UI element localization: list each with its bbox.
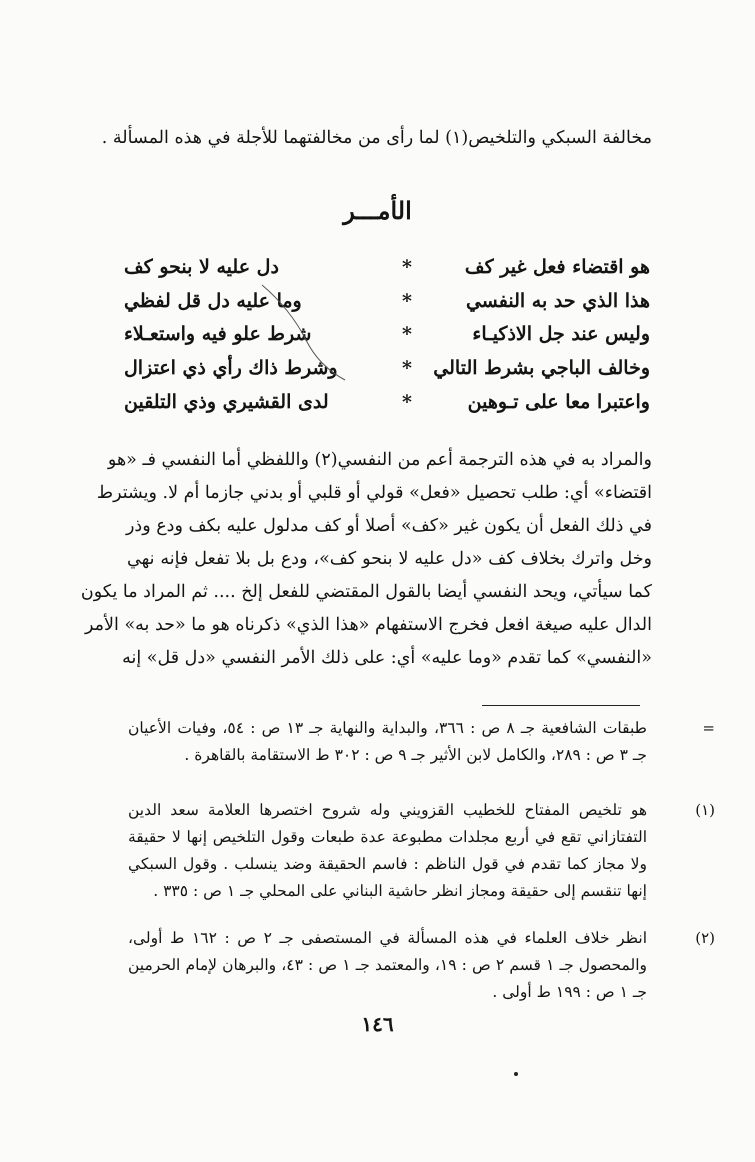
footnote-separator [482,705,640,706]
footnote-text: هو تلخيص المفتاح للخطيب القزويني وله شروح اختصرها العلامة سعد الدين التفتازاني تقع في أربع مجلدات مطبوعة عدة طبعات وقول التلخيص إنها لا حقيقة ولا مجاز كما تقدم في قول الناظم : فاسم الحقيقة وضد ينسلب . وقول السبكي إنها تنقسم إلى حقيقة ومجاز انظر حاشية البناني على المحلي جـ ١ ص : ٣٣٥ . [128,801,647,900]
verse-hemistich-second: وما عليه دل قل لفظي [124,290,302,312]
body-line: والمراد به في هذه الترجمة أعم من النفسي(٢) واللفظي أما النفسي فـ «هو [107,450,652,470]
body-line: الدال عليه صيغة افعل فخرج الاستفهام «هذا الذي» ذكرناه هو ما «حد به» الأمر [85,615,652,635]
body-line: «النفسي» كما تقدم «وما عليه» أي: على ذلك الأمر النفسي «دل قل» إنه [122,648,652,668]
verse-line [124,290,650,312]
section-heading: الأمـــر [343,196,412,225]
verse-line [124,323,650,345]
verse-separator: * [402,323,412,345]
verse-hemistich-first: هو اقتضاء فعل غير كف [464,256,650,278]
verse-hemistich-second: شرط علو فيه واستعـلاء [124,323,312,345]
verse-hemistich-second: دل عليه لا بنحو كف [124,256,279,278]
footnote-marker: (٢) [695,929,715,947]
body-line: في ذلك الفعل أن يكون غير «كف» أصلا أو كف مدلول عليه بكف ودع وذر [125,516,652,536]
verse-hemistich-second: وشرط ذاك رأي ذي اعتزال [124,357,338,379]
footnote-marker: (١) [695,801,715,819]
body-line: وخل واترك بخلاف كف «دل عليه لا بنحو كف»، ودع بل بلا تفعل فإنه نهي [127,549,652,569]
verse-separator: * [402,256,412,278]
footnote-text: انظر خلاف العلماء في هذه المسألة في المستصفى جـ ٢ ص : ١٦٢ ط أولى، والمحصول جـ ١ قسم ٢ ص : ١٩، والمعتمد جـ ١ ص : ٤٣، والبرهان لإمام الحرمين جـ ١ ص : ١٩٩ ط أولى . [128,929,648,1001]
verse-line [124,391,650,413]
body-line: اقتضاء» أي: طلب تحصيل «فعل» قولي أو قلبي أو بدني جازما أم لا. ويشترط [96,483,652,503]
page-number: ١٤٦ [361,1012,394,1036]
verse-hemistich-first: وخالف الباجي بشرط التالي [433,357,650,379]
verse-line [124,256,650,278]
ink-speck [514,1072,518,1076]
verse-hemistich-first: هذا الذي حد به النفسي [465,290,650,312]
verse-hemistich-first: واعتبرا معا على تـوهين [467,391,650,413]
verse-separator: * [402,391,412,413]
verse-line [124,357,650,379]
intro-line: مخالفة السبكي والتلخيص(١) لما رأى من مخالفتهما للأجلة في هذه المسألة . [101,128,652,148]
body-line: كما سيأتي، ويحد النفسي أيضا بالقول المقتضي للفعل إلخ .... ثم المراد ما يكون [80,582,652,602]
verse-separator: * [402,290,412,312]
footnote-text: طبقات الشافعية جـ ٨ ص : ٣٦٦، والبداية والنهاية جـ ١٣ ص : ٥٤، وفيات الأعيان جـ ٣ ص : ٢٨٩، والكامل لابن الأثير جـ ٩ ص : ٣٠٢ ط الاستقامة بالقاهرة . [128,719,648,764]
verse-hemistich-first: وليس عند جل الاذكيـاء [472,323,650,345]
verse-hemistich-second: لدى القشيري وذي التلقين [124,391,329,413]
verse-separator: * [402,357,412,379]
footnote-marker: = [702,719,715,737]
